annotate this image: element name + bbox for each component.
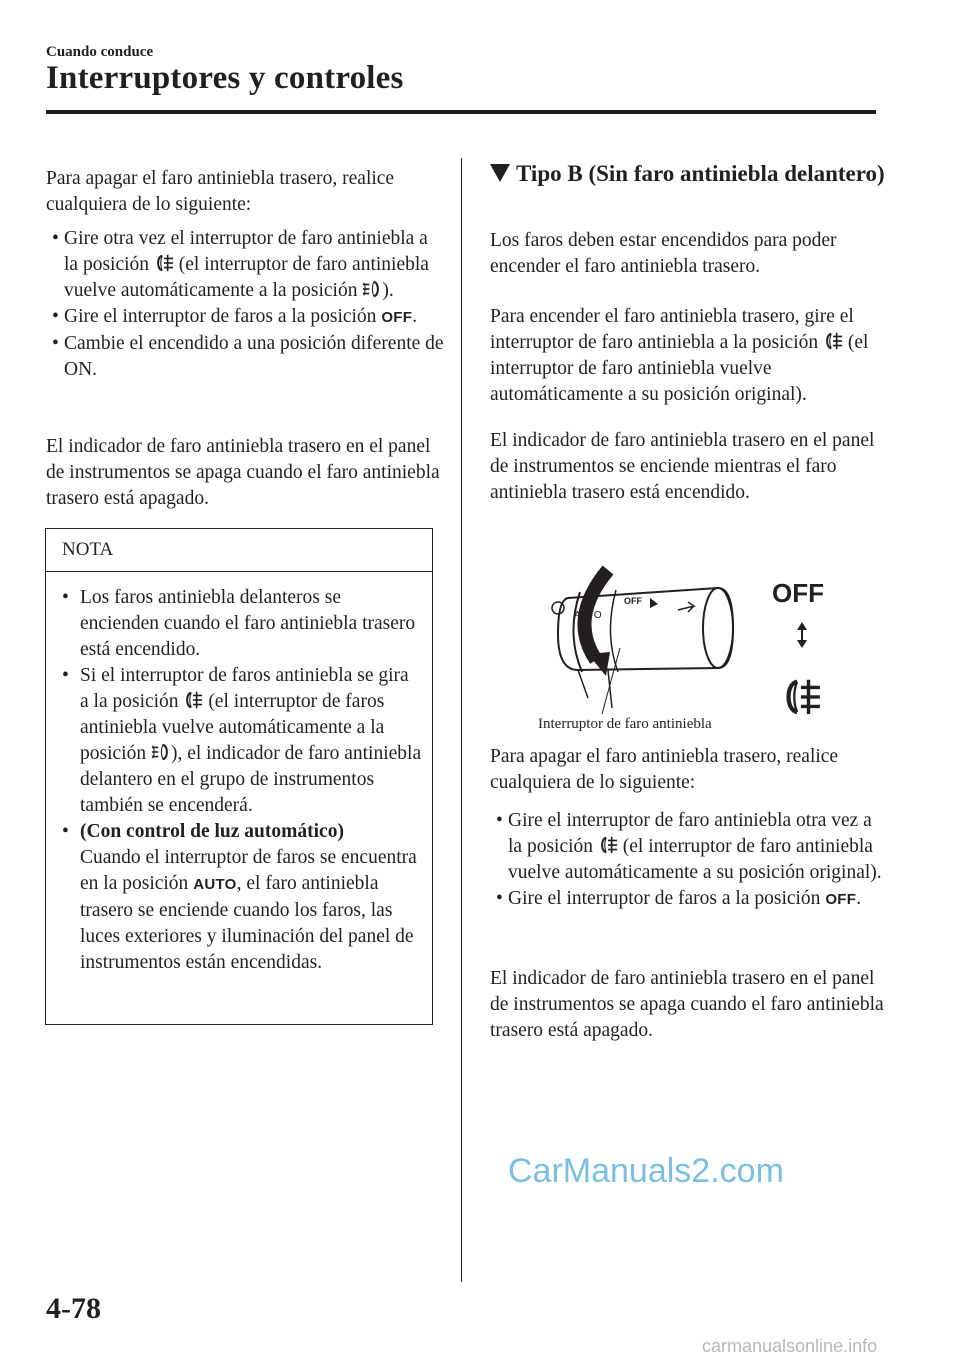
- header-divider: [46, 110, 876, 114]
- note-header: [46, 529, 432, 572]
- off-position-label: OFF: [772, 578, 824, 608]
- right-para-3: El indicador de faro antiniebla trasero en el panel de instrumentos se enciende mientras el faro antiniebla trasero está encendido.: [490, 430, 875, 503]
- left-after-text: El indicador de faro antiniebla trasero en el panel de instrumentos se apaga cuando el faro antiniebla trasero está apagado.: [46, 436, 440, 509]
- bullet-marker: •: [52, 306, 59, 327]
- page-number: 4-78: [46, 1292, 101, 1325]
- note-item-2-text-3: ), el indicador de faro antiniebla delantero en el grupo de instrumentos también se encenderá.: [80, 743, 422, 816]
- triangle-marker-icon: [490, 164, 510, 182]
- section-heading-text: Tipo B (Sin faro antiniebla delantero): [516, 161, 885, 186]
- left-bullet-3: [46, 331, 446, 383]
- rear-fog-light-icon: [154, 253, 174, 273]
- off-symbol: OFF: [381, 309, 413, 326]
- note-item-2-text: Si el interruptor de faros antiniebla se gira a la posición: [80, 665, 409, 712]
- note-title: NOTA: [62, 539, 114, 560]
- left-bullet-1: [46, 226, 446, 304]
- rear-fog-light-icon: [789, 680, 820, 714]
- right-para-4: Para apagar el faro antiniebla trasero, realice cualquiera de lo siguiente:: [490, 746, 839, 793]
- left-bullet-1-text-2: (el interruptor de faro antiniebla vuelve automáticamente a la posición: [64, 254, 429, 301]
- right-bullet-1: [490, 808, 882, 886]
- right-after-text: El indicador de faro antiniebla trasero en el panel de instrumentos se apaga cuando el faro antiniebla trasero está apagado.: [490, 968, 884, 1041]
- off-symbol: OFF: [825, 891, 857, 908]
- left-bullet-3-text: Cambie el encendido a una posición diferente de ON.: [64, 333, 444, 380]
- note-item-3: [60, 819, 422, 976]
- bullet-marker: •: [52, 333, 59, 354]
- section-heading: [490, 160, 910, 188]
- right-bullet-list: [490, 808, 882, 913]
- bullet-marker: •: [62, 587, 69, 608]
- watermark-logo: CarManuals2.com: [508, 1152, 784, 1190]
- column-divider: [461, 158, 462, 1282]
- bullet-marker: •: [52, 228, 59, 249]
- bullet-marker: •: [496, 810, 503, 831]
- note-item-3-text: Cuando el interruptor de faros se encuentra en la posición: [80, 847, 417, 894]
- front-fog-light-icon: [151, 742, 171, 762]
- right-para-2-text: Para encender el faro antiniebla trasero, gire el interruptor de faro antiniebla a la posición: [490, 306, 854, 353]
- bullet-marker: •: [62, 665, 69, 686]
- note-item-3-text-2: , el faro antiniebla trasero se enciende cuando los faros, las luces exteriores y iluminación del panel de instrumentos están encendidas.: [80, 873, 414, 973]
- left-bullet-1-text: Gire otra vez el interruptor de faro antiniebla a la posición: [64, 228, 428, 275]
- note-box: [45, 528, 433, 1025]
- right-para-2-text-2: (el interruptor de faro antiniebla vuelve automáticamente a su posición original).: [490, 332, 869, 405]
- bullet-marker: •: [62, 821, 69, 842]
- section-label: Cuando conduce: [46, 44, 154, 60]
- svg-text:AUTO: AUTO: [574, 610, 602, 621]
- page-title: Interruptores y controles: [46, 60, 404, 96]
- left-bullet-1-text-3: ).: [382, 280, 394, 301]
- note-body: [60, 585, 422, 976]
- right-para-2: [490, 304, 890, 408]
- bullet-marker: •: [496, 888, 503, 909]
- right-bullet-2-text: Gire el interruptor de faros a la posición: [508, 888, 821, 909]
- fog-switch-illustration: [518, 558, 858, 728]
- right-bullet-1-text: Gire el interruptor de faro antiniebla otra vez a la posición: [508, 810, 872, 857]
- right-bullet-1-text-2: (el interruptor de faro antiniebla vuelve automáticamente a su posición original).: [508, 836, 882, 883]
- left-bullet-2: • Gire el interruptor de faros a la posición OFF.: [46, 304, 446, 331]
- watermark-footer: carmanualsonline.info: [702, 1336, 878, 1356]
- rear-fog-light-icon: [823, 331, 843, 351]
- note-item-2: [60, 663, 422, 819]
- note-item-2-text-2: (el interruptor de faros antiniebla vuelve automáticamente a la posición: [80, 691, 385, 764]
- left-bullet-list: [46, 226, 446, 383]
- note-item-3-heading: (Con control de luz automático): [80, 821, 344, 842]
- rear-fog-light-icon: [598, 835, 618, 855]
- svg-text:OFF: OFF: [624, 596, 642, 606]
- left-intro: Para apagar el faro antiniebla trasero, realice cualquiera de lo siguiente:: [46, 168, 395, 215]
- right-para-1: Los faros deben estar encendidos para poder encender el faro antiniebla trasero.: [490, 230, 837, 277]
- front-fog-light-icon: [362, 279, 382, 299]
- auto-symbol: AUTO: [193, 876, 237, 893]
- note-item-1-text: Los faros antiniebla delanteros se encienden cuando el faro antiniebla trasero está encendido.: [80, 587, 416, 660]
- rear-fog-light-icon: [183, 690, 203, 710]
- figure-caption: Interruptor de faro antiniebla: [538, 716, 712, 732]
- right-bullet-2: • Gire el interruptor de faros a la posición OFF.: [490, 886, 882, 913]
- left-bullet-2-text: Gire el interruptor de faros a la posición: [64, 306, 377, 327]
- note-item-1: [60, 585, 422, 663]
